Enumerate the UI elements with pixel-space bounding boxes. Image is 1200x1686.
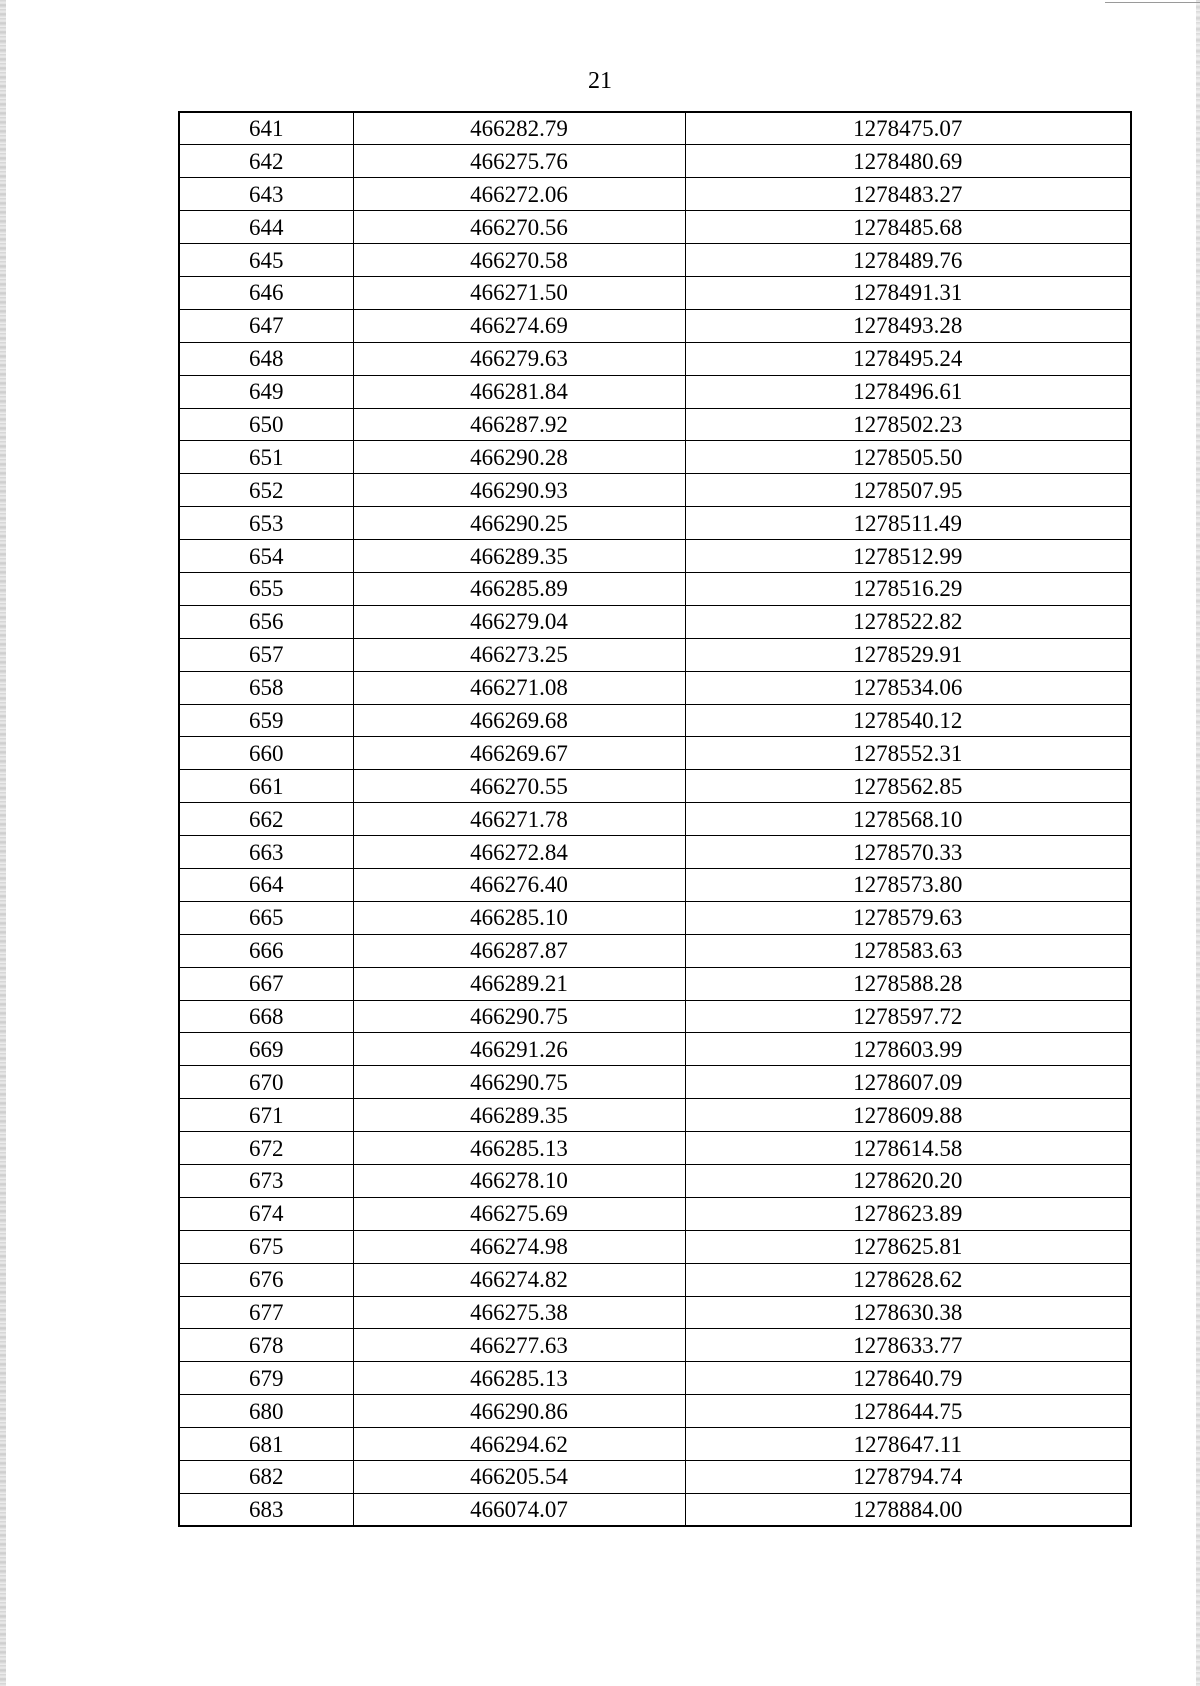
y-coordinate-cell: 1278603.99	[685, 1033, 1131, 1066]
point-number-cell: 672	[179, 1132, 353, 1165]
table-row	[179, 572, 1131, 605]
table-row	[179, 1493, 1131, 1526]
x-coordinate-cell: 466277.63	[353, 1329, 685, 1362]
x-coordinate-cell: 466269.67	[353, 737, 685, 770]
y-coordinate-cell: 1278614.58	[685, 1132, 1131, 1165]
scan-left-edge	[0, 0, 6, 1686]
scan-top-rule	[1105, 2, 1200, 3]
table-row	[179, 145, 1131, 178]
table-row	[179, 540, 1131, 573]
table-row	[179, 836, 1131, 869]
y-coordinate-cell: 1278573.80	[685, 868, 1131, 901]
table-row	[179, 605, 1131, 638]
y-coordinate-cell: 1278609.88	[685, 1099, 1131, 1132]
table-row	[179, 671, 1131, 704]
y-coordinate-cell: 1278512.99	[685, 540, 1131, 573]
table-row	[179, 375, 1131, 408]
x-coordinate-cell: 466291.26	[353, 1033, 685, 1066]
table-row	[179, 276, 1131, 309]
point-number-cell: 679	[179, 1362, 353, 1395]
x-coordinate-cell: 466276.40	[353, 868, 685, 901]
y-coordinate-cell: 1278552.31	[685, 737, 1131, 770]
point-number-cell: 651	[179, 441, 353, 474]
table-row	[179, 1132, 1131, 1165]
table-row	[179, 244, 1131, 277]
y-coordinate-cell: 1278483.27	[685, 178, 1131, 211]
point-number-cell: 660	[179, 737, 353, 770]
table-row	[179, 1000, 1131, 1033]
table-row	[179, 342, 1131, 375]
point-number-cell: 663	[179, 836, 353, 869]
y-coordinate-cell: 1278625.81	[685, 1230, 1131, 1263]
y-coordinate-cell: 1278597.72	[685, 1000, 1131, 1033]
x-coordinate-cell: 466289.35	[353, 1099, 685, 1132]
y-coordinate-cell: 1278507.95	[685, 474, 1131, 507]
point-number-cell: 652	[179, 474, 353, 507]
point-number-cell: 656	[179, 605, 353, 638]
point-number-cell: 677	[179, 1296, 353, 1329]
table-row	[179, 211, 1131, 244]
x-coordinate-cell: 466275.69	[353, 1197, 685, 1230]
table-row	[179, 967, 1131, 1000]
table-row	[179, 1428, 1131, 1461]
x-coordinate-cell: 466279.63	[353, 342, 685, 375]
y-coordinate-cell: 1278583.63	[685, 934, 1131, 967]
y-coordinate-cell: 1278794.74	[685, 1461, 1131, 1494]
point-number-cell: 661	[179, 770, 353, 803]
point-number-cell: 642	[179, 145, 353, 178]
point-number-cell: 655	[179, 572, 353, 605]
table-row	[179, 1033, 1131, 1066]
table-row	[179, 868, 1131, 901]
x-coordinate-cell: 466290.25	[353, 507, 685, 540]
y-coordinate-cell: 1278640.79	[685, 1362, 1131, 1395]
coordinates-table-container	[178, 111, 1130, 1527]
x-coordinate-cell: 466294.62	[353, 1428, 685, 1461]
table-row	[179, 507, 1131, 540]
table-row	[179, 1296, 1131, 1329]
y-coordinate-cell: 1278502.23	[685, 408, 1131, 441]
y-coordinate-cell: 1278579.63	[685, 901, 1131, 934]
x-coordinate-cell: 466074.07	[353, 1493, 685, 1526]
y-coordinate-cell: 1278491.31	[685, 276, 1131, 309]
point-number-cell: 646	[179, 276, 353, 309]
x-coordinate-cell: 466289.21	[353, 967, 685, 1000]
x-coordinate-cell: 466287.87	[353, 934, 685, 967]
point-number-cell: 664	[179, 868, 353, 901]
y-coordinate-cell: 1278496.61	[685, 375, 1131, 408]
table-row	[179, 1099, 1131, 1132]
table-row	[179, 770, 1131, 803]
point-number-cell: 658	[179, 671, 353, 704]
y-coordinate-cell: 1278529.91	[685, 638, 1131, 671]
x-coordinate-cell: 466274.82	[353, 1263, 685, 1296]
x-coordinate-cell: 466282.79	[353, 112, 685, 145]
point-number-cell: 643	[179, 178, 353, 211]
point-number-cell: 670	[179, 1066, 353, 1099]
table-row	[179, 803, 1131, 836]
point-number-cell: 671	[179, 1099, 353, 1132]
x-coordinate-cell: 466275.38	[353, 1296, 685, 1329]
page-number: 21	[588, 68, 612, 94]
y-coordinate-cell: 1278493.28	[685, 309, 1131, 342]
x-coordinate-cell: 466271.08	[353, 671, 685, 704]
x-coordinate-cell: 466290.93	[353, 474, 685, 507]
table-row	[179, 1263, 1131, 1296]
coordinates-table-body	[179, 112, 1131, 1526]
table-row	[179, 1395, 1131, 1428]
y-coordinate-cell: 1278884.00	[685, 1493, 1131, 1526]
x-coordinate-cell: 466272.06	[353, 178, 685, 211]
x-coordinate-cell: 466270.55	[353, 770, 685, 803]
scan-right-edge	[1196, 0, 1200, 1686]
y-coordinate-cell: 1278562.85	[685, 770, 1131, 803]
point-number-cell: 657	[179, 638, 353, 671]
table-row	[179, 934, 1131, 967]
x-coordinate-cell: 466271.50	[353, 276, 685, 309]
y-coordinate-cell: 1278540.12	[685, 704, 1131, 737]
table-row	[179, 1230, 1131, 1263]
point-number-cell: 653	[179, 507, 353, 540]
table-row	[179, 737, 1131, 770]
y-coordinate-cell: 1278623.89	[685, 1197, 1131, 1230]
y-coordinate-cell: 1278516.29	[685, 572, 1131, 605]
y-coordinate-cell: 1278522.82	[685, 605, 1131, 638]
y-coordinate-cell: 1278568.10	[685, 803, 1131, 836]
table-row	[179, 1461, 1131, 1494]
x-coordinate-cell: 466271.78	[353, 803, 685, 836]
x-coordinate-cell: 466290.75	[353, 1066, 685, 1099]
point-number-cell: 647	[179, 309, 353, 342]
table-row	[179, 638, 1131, 671]
table-row	[179, 309, 1131, 342]
y-coordinate-cell: 1278505.50	[685, 441, 1131, 474]
table-row	[179, 1362, 1131, 1395]
x-coordinate-cell: 466205.54	[353, 1461, 685, 1494]
point-number-cell: 644	[179, 211, 353, 244]
table-row	[179, 1165, 1131, 1198]
y-coordinate-cell: 1278620.20	[685, 1165, 1131, 1198]
point-number-cell: 673	[179, 1165, 353, 1198]
point-number-cell: 678	[179, 1329, 353, 1362]
x-coordinate-cell: 466270.56	[353, 211, 685, 244]
point-number-cell: 650	[179, 408, 353, 441]
x-coordinate-cell: 466289.35	[353, 540, 685, 573]
y-coordinate-cell: 1278495.24	[685, 342, 1131, 375]
x-coordinate-cell: 466281.84	[353, 375, 685, 408]
point-number-cell: 641	[179, 112, 353, 145]
x-coordinate-cell: 466274.69	[353, 309, 685, 342]
y-coordinate-cell: 1278489.76	[685, 244, 1131, 277]
table-row	[179, 474, 1131, 507]
table-row	[179, 441, 1131, 474]
point-number-cell: 666	[179, 934, 353, 967]
x-coordinate-cell: 466287.92	[353, 408, 685, 441]
coordinates-table	[178, 111, 1132, 1527]
y-coordinate-cell: 1278485.68	[685, 211, 1131, 244]
x-coordinate-cell: 466279.04	[353, 605, 685, 638]
y-coordinate-cell: 1278534.06	[685, 671, 1131, 704]
point-number-cell: 682	[179, 1461, 353, 1494]
point-number-cell: 645	[179, 244, 353, 277]
x-coordinate-cell: 466272.84	[353, 836, 685, 869]
x-coordinate-cell: 466274.98	[353, 1230, 685, 1263]
point-number-cell: 683	[179, 1493, 353, 1526]
table-row	[179, 901, 1131, 934]
table-row	[179, 112, 1131, 145]
point-number-cell: 659	[179, 704, 353, 737]
point-number-cell: 649	[179, 375, 353, 408]
y-coordinate-cell: 1278644.75	[685, 1395, 1131, 1428]
y-coordinate-cell: 1278511.49	[685, 507, 1131, 540]
point-number-cell: 681	[179, 1428, 353, 1461]
y-coordinate-cell: 1278588.28	[685, 967, 1131, 1000]
y-coordinate-cell: 1278607.09	[685, 1066, 1131, 1099]
point-number-cell: 654	[179, 540, 353, 573]
x-coordinate-cell: 466290.75	[353, 1000, 685, 1033]
table-row	[179, 1066, 1131, 1099]
point-number-cell: 680	[179, 1395, 353, 1428]
x-coordinate-cell: 466285.13	[353, 1132, 685, 1165]
point-number-cell: 665	[179, 901, 353, 934]
y-coordinate-cell: 1278480.69	[685, 145, 1131, 178]
y-coordinate-cell: 1278475.07	[685, 112, 1131, 145]
y-coordinate-cell: 1278628.62	[685, 1263, 1131, 1296]
point-number-cell: 675	[179, 1230, 353, 1263]
x-coordinate-cell: 466285.10	[353, 901, 685, 934]
x-coordinate-cell: 466269.68	[353, 704, 685, 737]
table-row	[179, 1197, 1131, 1230]
x-coordinate-cell: 466285.89	[353, 572, 685, 605]
y-coordinate-cell: 1278633.77	[685, 1329, 1131, 1362]
point-number-cell: 676	[179, 1263, 353, 1296]
point-number-cell: 667	[179, 967, 353, 1000]
x-coordinate-cell: 466273.25	[353, 638, 685, 671]
point-number-cell: 668	[179, 1000, 353, 1033]
y-coordinate-cell: 1278647.11	[685, 1428, 1131, 1461]
x-coordinate-cell: 466270.58	[353, 244, 685, 277]
point-number-cell: 674	[179, 1197, 353, 1230]
table-row	[179, 1329, 1131, 1362]
point-number-cell: 669	[179, 1033, 353, 1066]
point-number-cell: 662	[179, 803, 353, 836]
table-row	[179, 704, 1131, 737]
y-coordinate-cell: 1278630.38	[685, 1296, 1131, 1329]
x-coordinate-cell: 466290.86	[353, 1395, 685, 1428]
table-row	[179, 178, 1131, 211]
x-coordinate-cell: 466290.28	[353, 441, 685, 474]
table-row	[179, 408, 1131, 441]
x-coordinate-cell: 466285.13	[353, 1362, 685, 1395]
point-number-cell: 648	[179, 342, 353, 375]
y-coordinate-cell: 1278570.33	[685, 836, 1131, 869]
x-coordinate-cell: 466278.10	[353, 1165, 685, 1198]
x-coordinate-cell: 466275.76	[353, 145, 685, 178]
